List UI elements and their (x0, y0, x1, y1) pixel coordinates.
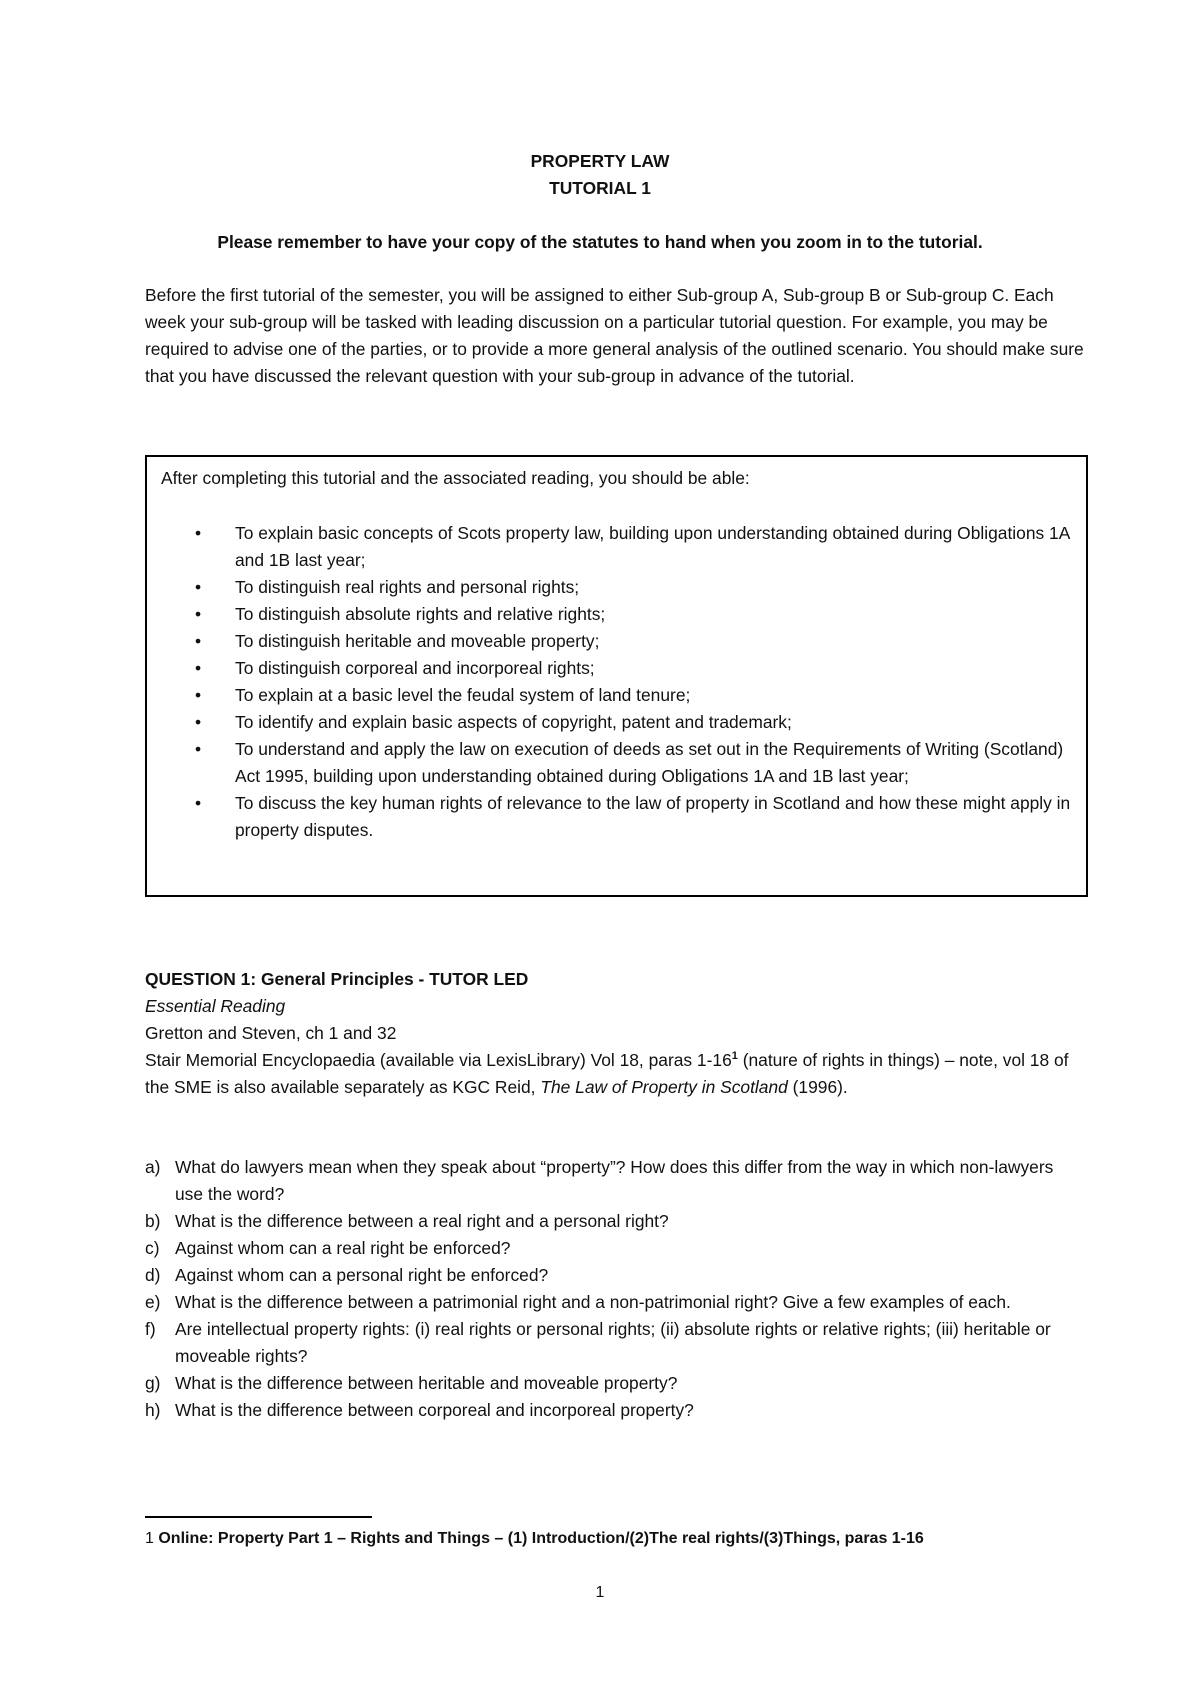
question-text: Against whom can a personal right be enforced? (175, 1265, 549, 1285)
intro-paragraph: Before the first tutorial of the semester, you will be assigned to either Sub-group A, Sub-group B or Sub-group C. Each week your sub-group will be tasked with leading discussion on a particular tutorial question. For example, you may be required to advise one of the parties, or to provide a more general analysis of the outlined scenario. You should make sure that you have discussed the relevant question with your sub-group in advance of the tutorial. (145, 285, 1084, 386)
essential-reading-label: Essential Reading (145, 996, 286, 1016)
reading-text: Stair Memorial Encyclopaedia (available via LexisLibrary) Vol 18, paras 1-16 (145, 1050, 732, 1070)
question-letter: h) (145, 1400, 161, 1420)
question-text: What is the difference between a patrimonial right and a non-patrimonial right? Give a few examples of each. (175, 1292, 1011, 1312)
question-1-section (145, 966, 1085, 1101)
document-subtitle: TUTORIAL 1 (549, 178, 651, 198)
objective-text: To distinguish absolute rights and relative rights; (235, 604, 606, 624)
learning-objectives-box (145, 455, 1088, 897)
objective-text: To identify and explain basic aspects of copyright, patent and trademark; (235, 712, 792, 732)
bullet-icon: • (195, 631, 202, 651)
bullet-icon: • (195, 658, 202, 678)
objective-text: To explain at a basic level the feudal system of land tenure; (235, 685, 691, 705)
question-letter: f) (145, 1319, 156, 1339)
bullet-icon: • (195, 739, 202, 759)
question-1-list (145, 1154, 1085, 1424)
footnote (145, 1527, 1105, 1551)
question-letter: a) (145, 1157, 161, 1177)
question-item (145, 1289, 1085, 1316)
footnote-reference[interactable]: 1 (731, 1050, 738, 1063)
question-letter: e) (145, 1292, 161, 1312)
title-block (0, 148, 1200, 202)
document-title: PROPERTY LAW (530, 151, 670, 171)
objective-text: To distinguish real rights and personal rights; (235, 577, 580, 597)
bullet-icon: • (195, 523, 202, 543)
question-text: What is the difference between corporeal and incorporeal property? (175, 1400, 694, 1420)
footnote-number: 1 (145, 1530, 154, 1547)
objective-item (161, 520, 1073, 574)
question-letter: d) (145, 1265, 161, 1285)
bullet-icon: • (195, 604, 202, 624)
page-number: 1 (595, 1584, 605, 1601)
question-letter: c) (145, 1238, 160, 1258)
objective-item (161, 628, 1073, 655)
objectives-list (161, 520, 1073, 844)
objective-text: To distinguish corporeal and incorporeal rights; (235, 658, 595, 678)
statutes-reminder: Please remember to have your copy of the statutes to hand when you zoom in to the tutorial. (217, 232, 983, 252)
objective-item (161, 682, 1073, 709)
question-item (145, 1262, 1085, 1289)
bullet-icon: • (195, 712, 202, 732)
question-item (145, 1316, 1085, 1370)
question-letter: g) (145, 1373, 161, 1393)
objective-item (161, 655, 1073, 682)
question-text: What is the difference between heritable and moveable property? (175, 1373, 678, 1393)
footnote-text: Online: Property Part 1 – Rights and Things – (1) Introduction/(2)The real rights/(3)Things, paras 1-16 (158, 1530, 924, 1547)
reading-text: (nature of rights in things) – note, vol 18 of the SME is also available separately as KGC Reid, (145, 1050, 1069, 1097)
objective-item (161, 574, 1073, 601)
objective-item (161, 601, 1073, 628)
question-item (145, 1235, 1085, 1262)
objective-text: To understand and apply the law on execution of deeds as set out in the Requirements of Writing (Scotland) Act 1995, building upon understanding obtained during Obligations 1A and 1B last year; (235, 739, 1064, 786)
objectives-intro: After completing this tutorial and the associated reading, you should be able: (161, 468, 750, 488)
reading-text: (1996). (787, 1077, 848, 1097)
objective-text: To explain basic concepts of Scots property law, building upon understanding obtained during Obligations 1A and 1B last year; (235, 523, 1070, 570)
objective-item (161, 709, 1073, 736)
book-title: The Law of Property in Scotland (540, 1077, 788, 1097)
bullet-icon: • (195, 577, 202, 597)
question-text: Are intellectual property rights: (i) real rights or personal rights; (ii) absolute rights or relative rights; (iii) heritable or moveable rights? (175, 1319, 1051, 1366)
bullet-icon: • (195, 685, 202, 705)
objective-item (161, 736, 1073, 790)
question-item (145, 1208, 1085, 1235)
objective-item (161, 790, 1073, 844)
question-item (145, 1154, 1085, 1208)
question-text: What is the difference between a real right and a personal right? (175, 1211, 669, 1231)
question-letter: b) (145, 1211, 161, 1231)
reading-item-sme (145, 1047, 1085, 1101)
reading-item: Gretton and Steven, ch 1 and 32 (145, 1023, 397, 1043)
question-text: What do lawyers mean when they speak about “property”? How does this differ from the way in which non-lawyers use the word? (175, 1157, 1054, 1204)
question-1-heading: QUESTION 1: General Principles - TUTOR LED (145, 969, 529, 989)
question-text: Against whom can a real right be enforced? (175, 1238, 511, 1258)
objective-text: To discuss the key human rights of relevance to the law of property in Scotland and how these might apply in property disputes. (235, 793, 1071, 840)
question-item (145, 1370, 1085, 1397)
footnote-divider (145, 1516, 372, 1518)
objective-text: To distinguish heritable and moveable property; (235, 631, 600, 651)
question-item (145, 1397, 1085, 1424)
bullet-icon: • (195, 793, 202, 813)
